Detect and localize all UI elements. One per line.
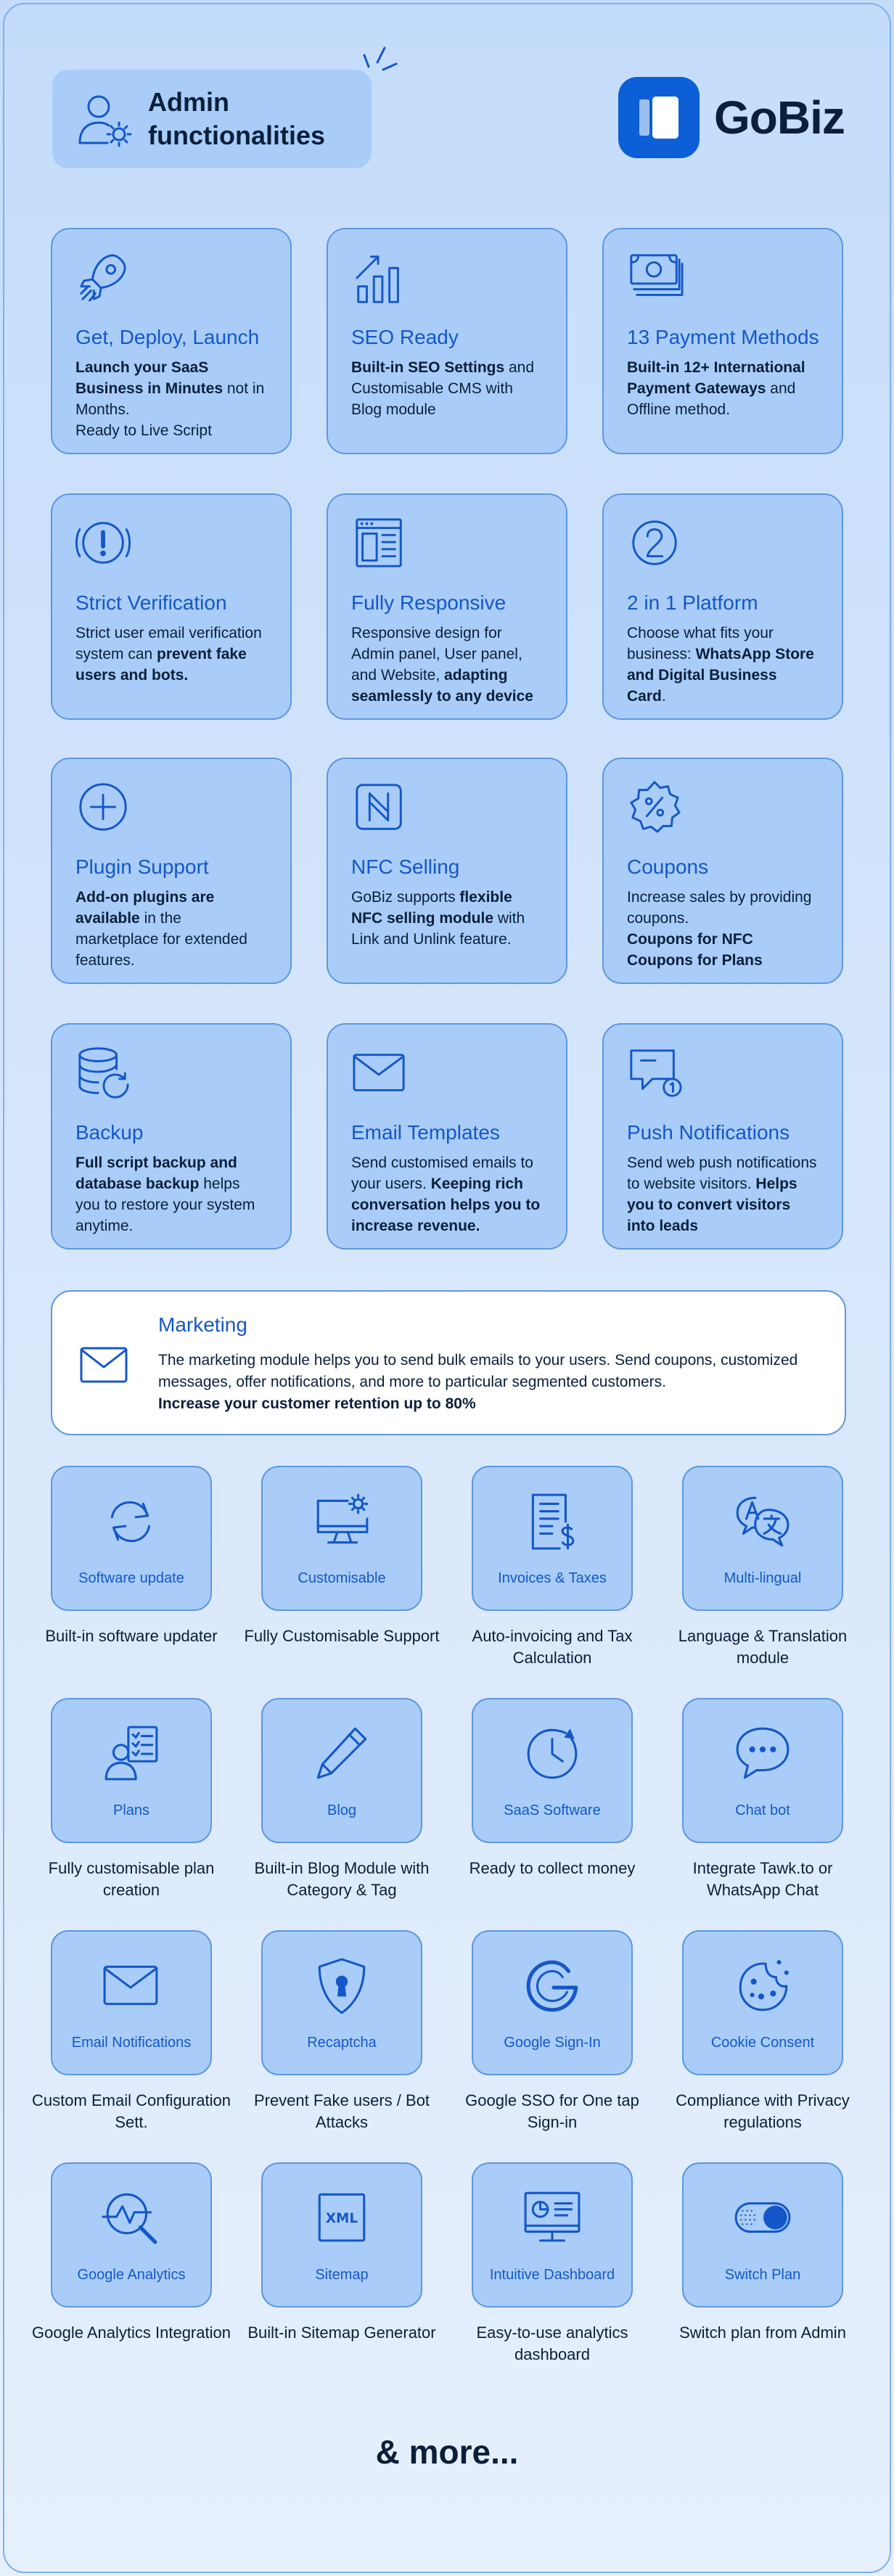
tile-caption: Fully customisable plan creation	[48, 1859, 215, 1899]
feature-tile	[657, 1466, 868, 1669]
tile-card	[51, 1930, 212, 2075]
tile-label: SaaS Software	[504, 1802, 601, 1818]
tile-card	[51, 1698, 212, 1843]
feature-tile	[26, 1698, 237, 1901]
feature-highlight: Full script backup and database backup	[75, 1154, 237, 1192]
google-icon	[522, 1956, 582, 2016]
feature-description	[75, 887, 268, 971]
push-notification-icon	[627, 1045, 684, 1102]
feature-card	[602, 228, 843, 454]
feature-card	[51, 758, 292, 984]
header-badge	[52, 70, 372, 168]
feature-tile	[447, 1930, 657, 2133]
marketing-panel	[51, 1290, 846, 1435]
tile-card	[261, 2162, 422, 2308]
refresh-icon	[102, 1492, 161, 1551]
tile-caption: Built-in Blog Module with Category & Tag	[254, 1859, 430, 1899]
feature-tile	[237, 2162, 447, 2344]
feature-title: 13 Payment Methods	[627, 326, 819, 348]
feature-description	[627, 1152, 820, 1236]
feature-highlight: Built-in SEO Settings	[351, 359, 505, 376]
tile-caption: Prevent Fake users / Bot Attacks	[253, 2091, 430, 2131]
admin-user-gear-icon	[71, 86, 136, 152]
feature-description	[351, 623, 544, 707]
user-checklist-icon	[102, 1724, 161, 1784]
brand-logo-mark	[618, 77, 700, 158]
analytics-search-icon	[102, 2189, 161, 2248]
feature-description	[351, 357, 544, 420]
rocket-icon	[75, 250, 132, 306]
responsive-layout-icon	[351, 515, 408, 572]
feature-text: not in Months.	[75, 380, 265, 418]
feature-title: Strict Verification	[75, 591, 227, 614]
tile-caption: Google Analytics Integration	[32, 2323, 231, 2342]
tile-card	[472, 1466, 633, 1611]
feature-highlight: Keeping rich conversation helps you to increase revenue.	[351, 1176, 541, 1234]
feature-title: Get, Deploy, Launch	[75, 326, 260, 348]
brand-logo	[618, 77, 845, 158]
feature-text: and Offline method.	[627, 380, 796, 418]
feature-card	[602, 758, 843, 984]
feature-description	[627, 357, 820, 420]
tile-caption: Language & Translation module	[678, 1627, 848, 1667]
feature-description	[351, 1152, 544, 1236]
feature-card	[327, 493, 567, 720]
tile-label: Plans	[112, 1802, 150, 1818]
envelope-icon	[102, 1956, 161, 2016]
feature-text: Choose what fits your business:	[627, 625, 774, 663]
pencil-icon	[312, 1724, 372, 1784]
feature-title: Push Notifications	[627, 1121, 790, 1144]
feature-highlight: Coupons for NFC	[627, 931, 753, 948]
tile-label: Intuitive Dashboard	[489, 2267, 615, 2283]
tile-caption: Built-in Sitemap Generator	[247, 2323, 436, 2342]
feature-card	[602, 493, 843, 720]
feature-text: GoBiz supports	[351, 889, 460, 906]
feature-highlight: Helps you to convert visitors into leads	[627, 1176, 797, 1234]
feature-title: SEO Ready	[351, 326, 459, 348]
tile-card	[472, 1698, 633, 1843]
feature-tile	[237, 1466, 447, 1647]
tile-card	[51, 2162, 212, 2308]
translate-icon	[733, 1492, 792, 1551]
tile-label: Software update	[78, 1570, 184, 1586]
brand-name: GoBiz	[714, 91, 845, 144]
xml-file-icon	[312, 2189, 372, 2248]
feature-text: Increase sales by providing coupons.	[627, 889, 812, 927]
feature-card	[51, 1023, 292, 1250]
feature-highlight: Launch your SaaS Business in Minutes	[75, 359, 224, 397]
tile-card	[261, 1466, 422, 1611]
alert-circle-icon	[75, 515, 132, 572]
feature-highlight: adapting seamlessly to any device	[351, 667, 533, 705]
tile-caption: Ready to collect money	[469, 1859, 636, 1877]
tile-label: Chat bot	[735, 1802, 790, 1818]
sparkle-icon	[363, 45, 398, 80]
feature-tile	[657, 1930, 868, 2133]
feature-text: Send web push notifications to website visitors.	[627, 1154, 817, 1192]
svg-text:XML: XML	[325, 2211, 358, 2227]
tile-label: Customisable	[298, 1570, 386, 1586]
tile-caption: Built-in software updater	[45, 1627, 218, 1645]
feature-tile	[237, 1930, 447, 2133]
tile-label: Google Sign-In	[504, 2035, 601, 2051]
number-two-icon	[627, 515, 684, 572]
marketing-text: The marketing module helps you to send bulk emails to your users. Send coupons, customized messages, offer notifications, and more to particular segmented customers.	[158, 1352, 798, 1390]
feature-title: Coupons	[627, 856, 709, 878]
invoice-icon	[522, 1492, 582, 1551]
feature-tile	[26, 1466, 237, 1647]
database-backup-icon	[75, 1045, 132, 1102]
feature-tile	[26, 2162, 237, 2344]
feature-tile	[447, 1466, 657, 1669]
tile-label: Cookie Consent	[710, 2035, 815, 2051]
feature-description	[627, 887, 820, 971]
dashboard-icon	[522, 2189, 582, 2248]
feature-card	[327, 228, 567, 454]
tile-label: Recaptcha	[307, 2035, 377, 2051]
feature-title: Email Templates	[351, 1121, 500, 1144]
feature-description	[75, 623, 268, 686]
tile-card	[472, 2162, 633, 2308]
feature-description	[627, 623, 820, 707]
tile-card	[51, 1466, 212, 1611]
tile-card	[682, 1466, 843, 1611]
feature-highlight: Coupons for Plans	[627, 952, 763, 969]
plus-circle-icon	[75, 779, 132, 836]
toggle-switch-icon	[733, 2189, 792, 2248]
feature-tile	[237, 1698, 447, 1901]
tile-label: Multi-lingual	[723, 1570, 802, 1586]
feature-tile	[26, 1930, 237, 2133]
tile-label: Google Analytics	[77, 2267, 186, 2283]
page-title: Admin functionalities	[148, 87, 326, 150]
feature-title: Plugin Support	[75, 856, 209, 878]
shield-lock-icon	[312, 1956, 372, 2016]
feature-tile	[447, 2162, 657, 2366]
tile-label: Switch Plan	[724, 2267, 801, 2283]
marketing-description	[158, 1350, 826, 1415]
feature-tile	[657, 2162, 868, 2344]
feature-tile	[447, 1698, 657, 1879]
feature-description	[351, 887, 544, 950]
tile-label: Blog	[327, 1802, 357, 1818]
marketing-highlight: Increase your customer retention up to 80%	[158, 1395, 476, 1412]
tile-card	[472, 1930, 633, 2075]
tile-card	[261, 1698, 422, 1843]
tile-caption: Auto-invoicing and Tax Calculation	[472, 1627, 633, 1667]
tile-label: Email Notifications	[71, 2035, 192, 2051]
feature-text: Send customised emails to your users.	[351, 1154, 533, 1192]
bar-chart-growth-icon	[351, 250, 408, 306]
chat-bubble-icon	[733, 1724, 792, 1784]
feature-text: Strict user email verification system can	[75, 625, 262, 663]
feature-highlight: Built-in 12+ International Payment Gateways	[627, 359, 805, 397]
feature-text: .	[661, 688, 666, 705]
feature-text: helps you to restore your system anytime.	[75, 1176, 255, 1234]
feature-card	[51, 493, 292, 720]
feature-title: Backup	[75, 1121, 144, 1144]
tile-caption: Custom Email Configuration Sett.	[32, 2091, 231, 2131]
cash-icon	[627, 250, 684, 306]
feature-description	[75, 1152, 268, 1236]
tile-caption: Integrate Tawk.to or WhatsApp Chat	[692, 1859, 833, 1899]
envelope-icon	[351, 1045, 408, 1102]
tile-card	[261, 1930, 422, 2075]
feature-text: in the marketplace for extended features.	[75, 910, 247, 969]
feature-title: 2 in 1 Platform	[627, 591, 758, 614]
tile-caption: Fully Customisable Support	[244, 1627, 440, 1645]
tile-label: Invoices & Taxes	[498, 1570, 607, 1586]
feature-highlight: flexible NFC selling module	[351, 889, 512, 927]
tile-caption: Easy-to-use analytics dashboard	[476, 2323, 628, 2363]
feature-card	[602, 1023, 843, 1250]
more-text: & more...	[375, 2433, 519, 2471]
tile-label: Sitemap	[315, 2267, 369, 2283]
feature-highlight: prevent fake users and bots.	[75, 646, 247, 684]
feature-text: Ready to Live Script	[75, 422, 212, 439]
tile-card	[682, 1930, 843, 2075]
feature-card	[51, 228, 292, 454]
feature-description	[75, 357, 268, 441]
tile-caption: Switch plan from Admin	[679, 2323, 846, 2342]
clock-icon	[522, 1724, 582, 1784]
feature-card	[327, 758, 567, 984]
card-stack-icon	[633, 94, 684, 141]
feature-highlight: Add-on plugins are available	[75, 889, 215, 927]
tile-caption: Compliance with Privacy regulations	[676, 2091, 850, 2131]
monitor-gear-icon	[312, 1492, 372, 1551]
tile-card	[682, 1698, 843, 1843]
feature-text: with Link and Unlink feature.	[351, 910, 525, 948]
feature-card	[327, 1023, 567, 1250]
tile-card	[682, 2162, 843, 2308]
tile-caption: Google SSO for One tap Sign-in	[465, 2091, 639, 2131]
feature-highlight: WhatsApp Store and Digital Business Card	[627, 646, 814, 705]
cookie-icon	[733, 1956, 792, 2016]
feature-tile	[657, 1698, 868, 1901]
feature-title: NFC Selling	[351, 856, 460, 878]
marketing-title: Marketing	[158, 1313, 247, 1336]
feature-title: Fully Responsive	[351, 591, 507, 614]
envelope-icon	[80, 1347, 128, 1383]
feature-text: and Customisable CMS with Blog module	[351, 359, 535, 418]
feature-text: Responsive design for Admin panel, User panel, and Website,	[351, 625, 522, 684]
discount-badge-icon	[627, 779, 684, 836]
nfc-icon	[351, 779, 408, 836]
